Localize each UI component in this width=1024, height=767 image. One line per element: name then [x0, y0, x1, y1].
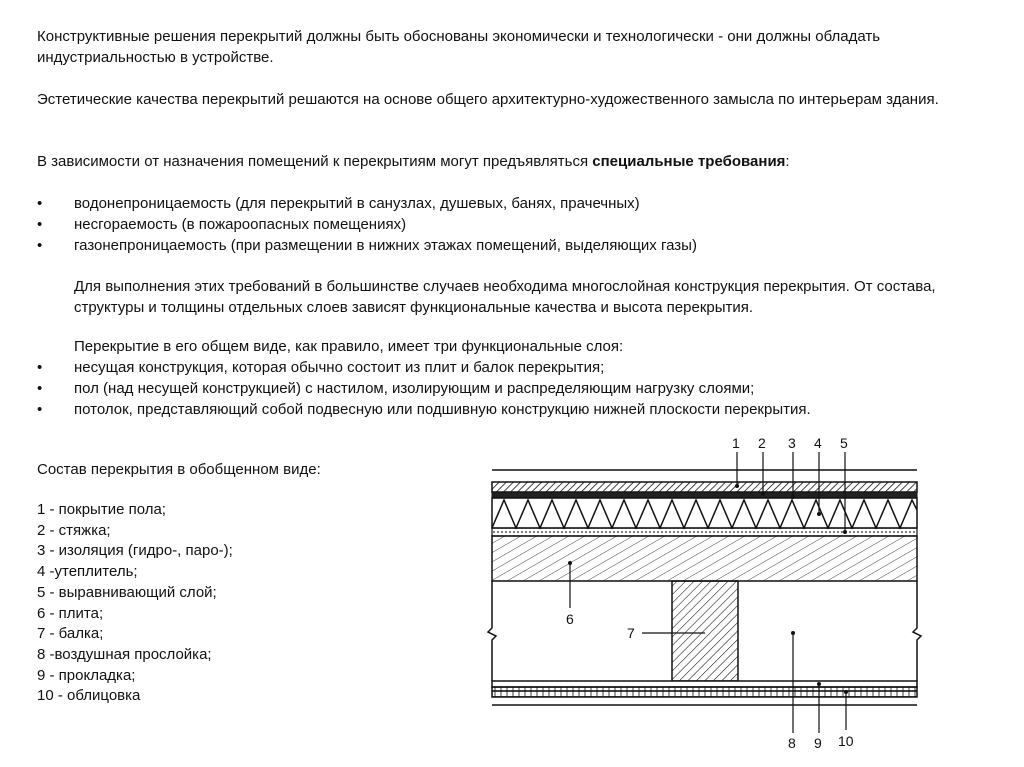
legend-item: 5 - выравнивающий слой;: [37, 583, 217, 601]
floor-section-diagram: [480, 430, 940, 760]
leader-dot-8: [791, 631, 795, 635]
leader-dot-2: [761, 492, 765, 496]
legend-item: 1 - покрытие пола;: [37, 501, 166, 518]
bullet-icon: •: [37, 380, 43, 397]
special-requirements-bold: специальные требования: [592, 153, 786, 170]
legend-title: Состав перекрытия в обобщенном виде:: [37, 461, 321, 478]
floor-covering-layer: [492, 482, 917, 492]
label-10: 10: [838, 733, 854, 749]
list-item-text: потолок, представляющий собой подвесную или подшивную конструкцию нижней плоскости перекрытия.: [74, 401, 811, 418]
bullet-icon: •: [37, 216, 43, 233]
ceiling-cladding-layer: [492, 687, 917, 697]
leader-dot-1: [735, 484, 739, 488]
leader-dot-9: [817, 682, 821, 686]
left-break-line: [488, 581, 496, 681]
label-5: 5: [840, 435, 848, 451]
legend-item: 8 -воздушная прослойка;: [37, 645, 212, 663]
leader-dot-4: [817, 512, 821, 516]
functional-layers-intro: Перекрытие в его общем виде, как правило, имеет три функциональные слоя:: [74, 338, 624, 355]
right-break-line: [913, 581, 921, 681]
leader-dot-6: [568, 561, 572, 565]
leveling-layer: [492, 528, 917, 536]
legend-item: 4 -утеплитель;: [37, 563, 138, 581]
label-7: 7: [627, 625, 635, 641]
legend-item: 7 - балка;: [37, 625, 104, 643]
bullet-icon: •: [37, 237, 43, 254]
list-item-text: газонепроницаемость (при размещении в нижних этажах помещений, выделяющих газы): [74, 237, 697, 254]
colon: :: [785, 153, 790, 170]
label-2: 2: [758, 435, 766, 451]
bullet-icon: •: [37, 401, 43, 418]
legend-item: 10 - облицовка: [37, 687, 141, 705]
gasket-layer: [492, 681, 917, 687]
aesthetic-paragraph: Эстетические качества перекрытий решаются на основе общего архитектурно-художественного замысла по интерьерам здания.: [37, 91, 939, 108]
label-8: 8: [788, 735, 796, 751]
leader-dot-3: [791, 495, 795, 499]
label-4: 4: [814, 435, 822, 451]
beam: [672, 581, 738, 681]
special-requirements-intro: [37, 151, 997, 172]
label-9: 9: [814, 735, 822, 751]
legend-item: 9 - прокладка;: [37, 666, 136, 684]
screed-layer: [492, 492, 917, 498]
leader-dot-5: [843, 530, 847, 534]
intro-paragraph: Конструктивные решения перекрытий должны быть обоснованы экономически и технологически - они должны обладать индустриальностью в устройстве.: [37, 28, 881, 66]
list-item-text: водонепроницаемость (для перекрытий в санузлах, душевых, банях, прачечных): [74, 195, 640, 212]
list-item-text: несгораемость (в пожароопасных помещениях): [74, 216, 407, 233]
bullet-icon: •: [37, 195, 43, 212]
multilayer-paragraph: Для выполнения этих требований в большинстве случаев необходима многослойная конструкция перекрытия. От состава, структуры и толщины отдельных слоев зависят функциональные качества и высота перекрытия.: [74, 278, 936, 316]
legend-list: [37, 500, 233, 707]
legend-item: 3 - изоляция (гидро-, паро-);: [37, 542, 233, 560]
legend-item: 2 - стяжка;: [37, 521, 111, 539]
list-item-text: пол (над несущей конструкцией) с настилом, изолирующим и распределяющим нагрузку слоями;: [74, 380, 755, 397]
label-6: 6: [566, 611, 574, 627]
slab-layer: [492, 536, 917, 581]
label-1: 1: [732, 435, 740, 451]
label-3: 3: [788, 435, 796, 451]
list-item-text: несущая конструкция, которая обычно состоит из плит и балок перекрытия;: [74, 359, 605, 376]
legend-item: 6 - плита;: [37, 604, 104, 622]
leader-dot-10: [844, 690, 848, 694]
special-requirements-text: В зависимости от назначения помещений к перекрытиям могут предъявляться: [37, 153, 593, 170]
bullet-icon: •: [37, 359, 43, 376]
